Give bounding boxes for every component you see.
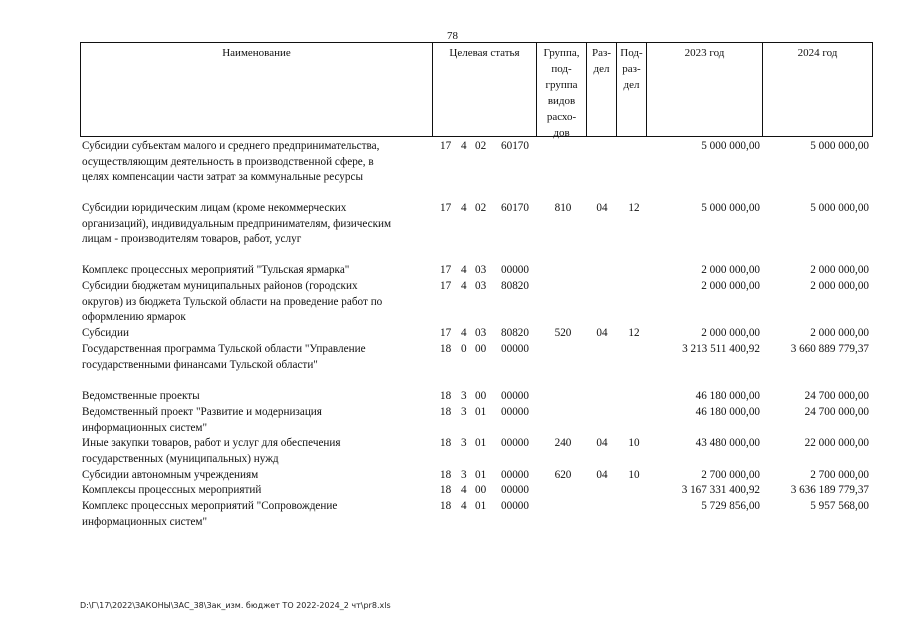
row-name-line: Субсидии юридическим лицам (кроме некоммерческих [82,202,347,214]
cell-2023: 2 000 000,00 [701,264,760,276]
cell-subprogram: 4 [461,202,467,214]
cell-subprogram: 4 [461,500,467,512]
cell-event: 02 [475,140,487,152]
cell-event: 02 [475,202,487,214]
cell-2024: 5 000 000,00 [810,202,869,214]
cell-program: 17 [440,140,452,152]
cell-program: 17 [440,280,452,292]
cell-event: 03 [475,280,487,292]
cell-program: 17 [440,264,452,276]
header-group-line: под- [551,63,572,75]
header-podrazdel-line: дел [623,79,640,91]
cell-razdel: 04 [596,469,608,481]
row-name-line: государственных (муниципальных) нужд [82,452,279,465]
cell-podrazdel: 12 [628,327,640,339]
cell-direction: 60170 [501,202,529,214]
header-group-line: видов [547,95,576,107]
header-group [537,43,587,139]
cell-2024: 2 700 000,00 [810,469,869,481]
header-group-line: дов [553,127,570,139]
row-name-line: округов) из бюджета Тульской области на проведение работ по [82,295,383,308]
row-name [82,201,430,248]
row-name-line: организаций), индивидуальным предпринимателям, физическим [82,217,392,230]
cell-program: 18 [440,437,452,449]
cell-direction: 80820 [501,327,529,339]
row-name-line: Субсидии бюджетам муниципальных районов (городских [82,280,358,292]
cell-event: 00 [475,390,487,402]
header-razdel-line: дел [593,63,610,75]
cell-subprogram: 3 [461,406,467,418]
cell-2024: 3 636 189 779,37 [790,484,869,496]
cell-podrazdel: 10 [628,469,640,481]
cell-direction: 00000 [501,437,529,449]
cell-event: 00 [475,343,487,355]
cell-event: 01 [475,406,487,418]
cell-razdel: 04 [596,202,608,214]
cell-2023: 46 180 000,00 [695,406,760,418]
row-name-line: Субсидии автономным учреждениям [82,469,259,481]
cell-2023: 46 180 000,00 [695,390,760,402]
cell-2024: 3 660 889 779,37 [790,343,869,355]
cell-2024: 2 000 000,00 [810,327,869,339]
cell-subprogram: 4 [461,264,467,276]
cell-2024: 24 700 000,00 [804,390,869,402]
header-target: Целевая статья [433,43,537,136]
cell-subprogram: 4 [461,327,467,339]
row-name-line: Государственная программа Тульской области "Управление [82,343,366,355]
cell-direction: 00000 [501,484,529,496]
row-name-line: Субсидии [82,327,129,339]
cell-2023: 5 000 000,00 [701,140,760,152]
cell-event: 01 [475,500,487,512]
cell-2023: 2 700 000,00 [701,469,760,481]
header-group-line: расхо- [546,111,577,123]
page-number: 78 [447,30,458,42]
header-podrazdel-line: Под- [620,47,643,59]
row-name-line: лицам - производителям товаров, работ, услуг [82,233,302,245]
cell-2024: 2 000 000,00 [810,264,869,276]
row-name-line: Субсидии субъектам малого и среднего предпринимательства, [82,140,380,152]
cell-program: 18 [440,406,452,418]
cell-direction: 00000 [501,390,529,402]
cell-2024: 5 000 000,00 [810,140,869,152]
row-name-line: информационных систем" [82,515,208,528]
cell-program: 18 [440,343,452,355]
cell-subprogram: 4 [461,140,467,152]
cell-2023: 3 213 511 400,92 [682,343,760,355]
cell-group: 520 [554,327,572,339]
cell-direction: 00000 [501,264,529,276]
row-name-line: Иные закупки товаров, работ и услуг для обеспечения [82,437,341,449]
cell-event: 01 [475,437,487,449]
row-name [82,436,430,467]
cell-event: 03 [475,264,487,276]
cell-subprogram: 3 [461,390,467,402]
cell-2024: 2 000 000,00 [810,280,869,292]
cell-direction: 00000 [501,343,529,355]
cell-subprogram: 3 [461,469,467,481]
row-name-line: Комплекс процессных мероприятий "Сопровождение [82,500,338,512]
cell-2024: 24 700 000,00 [804,406,869,418]
cell-2024: 5 957 568,00 [810,500,869,512]
header-2023: 2023 год [647,43,763,136]
cell-podrazdel: 10 [628,437,640,449]
row-name [82,405,430,436]
cell-podrazdel: 12 [628,202,640,214]
row-name [82,139,430,186]
cell-event: 01 [475,469,487,481]
row-name [82,279,430,326]
table-header [80,42,873,137]
cell-subprogram: 4 [461,280,467,292]
cell-2023: 2 000 000,00 [701,327,760,339]
header-podrazdel [617,43,647,136]
row-name [82,263,430,279]
row-name-line: Ведомственные проекты [82,390,200,402]
cell-2023: 43 480 000,00 [695,437,760,449]
cell-program: 17 [440,202,452,214]
row-name-line: государственными финансами Тульской области" [82,358,318,371]
cell-direction: 00000 [501,500,529,512]
cell-program: 18 [440,484,452,496]
cell-2023: 5 000 000,00 [701,202,760,214]
row-name-line: Комплексы процессных мероприятий [82,484,262,496]
cell-program: 18 [440,500,452,512]
cell-subprogram: 3 [461,437,467,449]
header-2024: 2024 год [797,47,838,59]
row-name [82,499,430,530]
cell-event: 00 [475,484,487,496]
row-name-line: Комплекс процессных мероприятий "Тульская ярмарка" [82,264,350,276]
header-razdel-line: Раз- [591,47,611,59]
cell-razdel: 04 [596,327,608,339]
row-name-line: оформлению ярмарок [82,311,186,323]
cell-razdel: 04 [596,437,608,449]
cell-direction: 00000 [501,469,529,481]
header-group-line: группа [545,79,578,91]
cell-2023: 3 167 331 400,92 [681,484,760,496]
cell-event: 03 [475,327,487,339]
header-razdel [587,43,617,136]
cell-direction: 60170 [501,140,529,152]
cell-program: 17 [440,327,452,339]
row-name-line: Ведомственный проект "Развитие и модернизация [82,406,322,418]
cell-program: 18 [440,469,452,481]
cell-subprogram: 0 [461,343,467,355]
row-name [82,468,430,484]
row-name [82,342,430,373]
cell-group: 620 [554,469,572,481]
cell-2023: 5 729 856,00 [701,500,760,512]
row-name-line: осуществляющим деятельность в производственной сфере, в [82,155,374,168]
cell-group: 810 [554,202,572,214]
cell-program: 18 [440,390,452,402]
header-name: Наименование [81,43,433,136]
row-name-line: информационных систем" [82,421,208,434]
header-podrazdel-line: раз- [622,63,641,75]
row-name-line: целях компенсации части затрат за коммунальные ресурсы [82,171,363,183]
cell-2023: 2 000 000,00 [701,280,760,292]
cell-direction: 80820 [501,280,529,292]
cell-2024: 22 000 000,00 [804,437,869,449]
row-name [82,483,430,499]
row-name [82,326,430,342]
file-path-footer: D:\Г\17\2022\ЗАКОНЫ\ЗАС_38\Зак_изм. бюджет ТО 2022-2024_2 чт\pr8.xls [80,601,391,610]
row-name [82,389,430,405]
cell-direction: 00000 [501,406,529,418]
cell-group: 240 [554,437,572,449]
cell-subprogram: 4 [461,484,467,496]
header-group-line: Группа, [543,47,580,59]
